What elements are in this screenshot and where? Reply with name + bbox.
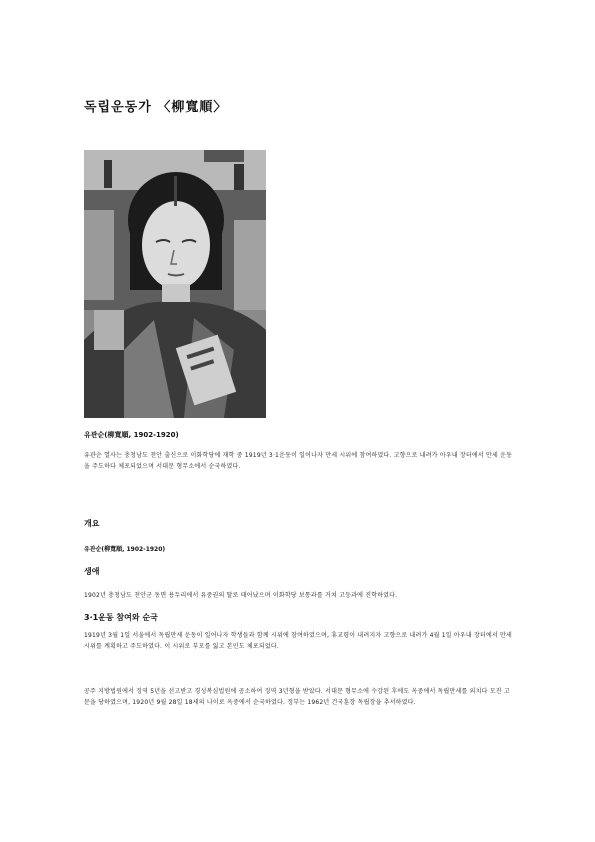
section-heading-life: 생애 bbox=[84, 567, 100, 576]
section-subheading-name: 유관순(柳寬順, 1902-1920) bbox=[84, 546, 166, 553]
portrait-photo bbox=[84, 150, 266, 418]
life-paragraph: 1902년 충청남도 천안군 동면 용두리에서 유중권의 딸로 태어났으며 이화학당 보통과를 거쳐 고등과에 진학하였다. bbox=[84, 592, 398, 599]
portrait-image bbox=[84, 150, 266, 418]
photo-caption: 유관순(柳寬順, 1902-1920) bbox=[84, 431, 179, 439]
section-heading-overview: 개요 bbox=[84, 519, 100, 528]
intro-paragraph: 유관순 열사는 충청남도 천안 출신으로 이화학당에 재학 중 1919년 3·1운동이 일어나자 만세 시위에 참여하였다. 고향으로 내려가 아우내 장터에서 만세 운동을 주도하다 체포되었으며 서대문 형무소에서 순국하였다. bbox=[84, 452, 513, 470]
movement-paragraph-2: 공주 지방법원에서 징역 5년을 선고받고 경성복심법원에 공소하여 징역 3년형을 받았다. 서대문 형무소에 수감된 후에도 옥중에서 독립만세를 외치다 모진 고문을 당하였으며, 1920년 9월 28일 18세의 나이로 옥중에서 순국하였다. 정부는 1962년 건국훈장 독립장을 추서하였다. bbox=[84, 688, 510, 706]
movement-paragraph-1: 1919년 3월 1일 서울에서 독립만세 운동이 일어나자 학생들과 함께 시위에 참여하였으며, 휴교령이 내려지자 고향으로 내려가 4월 1일 아우내 장터에서 만세 시위를 계획하고 주도하였다. 이 시위로 부모를 잃고 본인도 체포되었다. bbox=[84, 632, 513, 650]
page-title: 독립운동가 〈柳寬順〉 bbox=[84, 100, 228, 115]
section-heading-movement: 3·1운동 참여와 순국 bbox=[84, 613, 158, 622]
